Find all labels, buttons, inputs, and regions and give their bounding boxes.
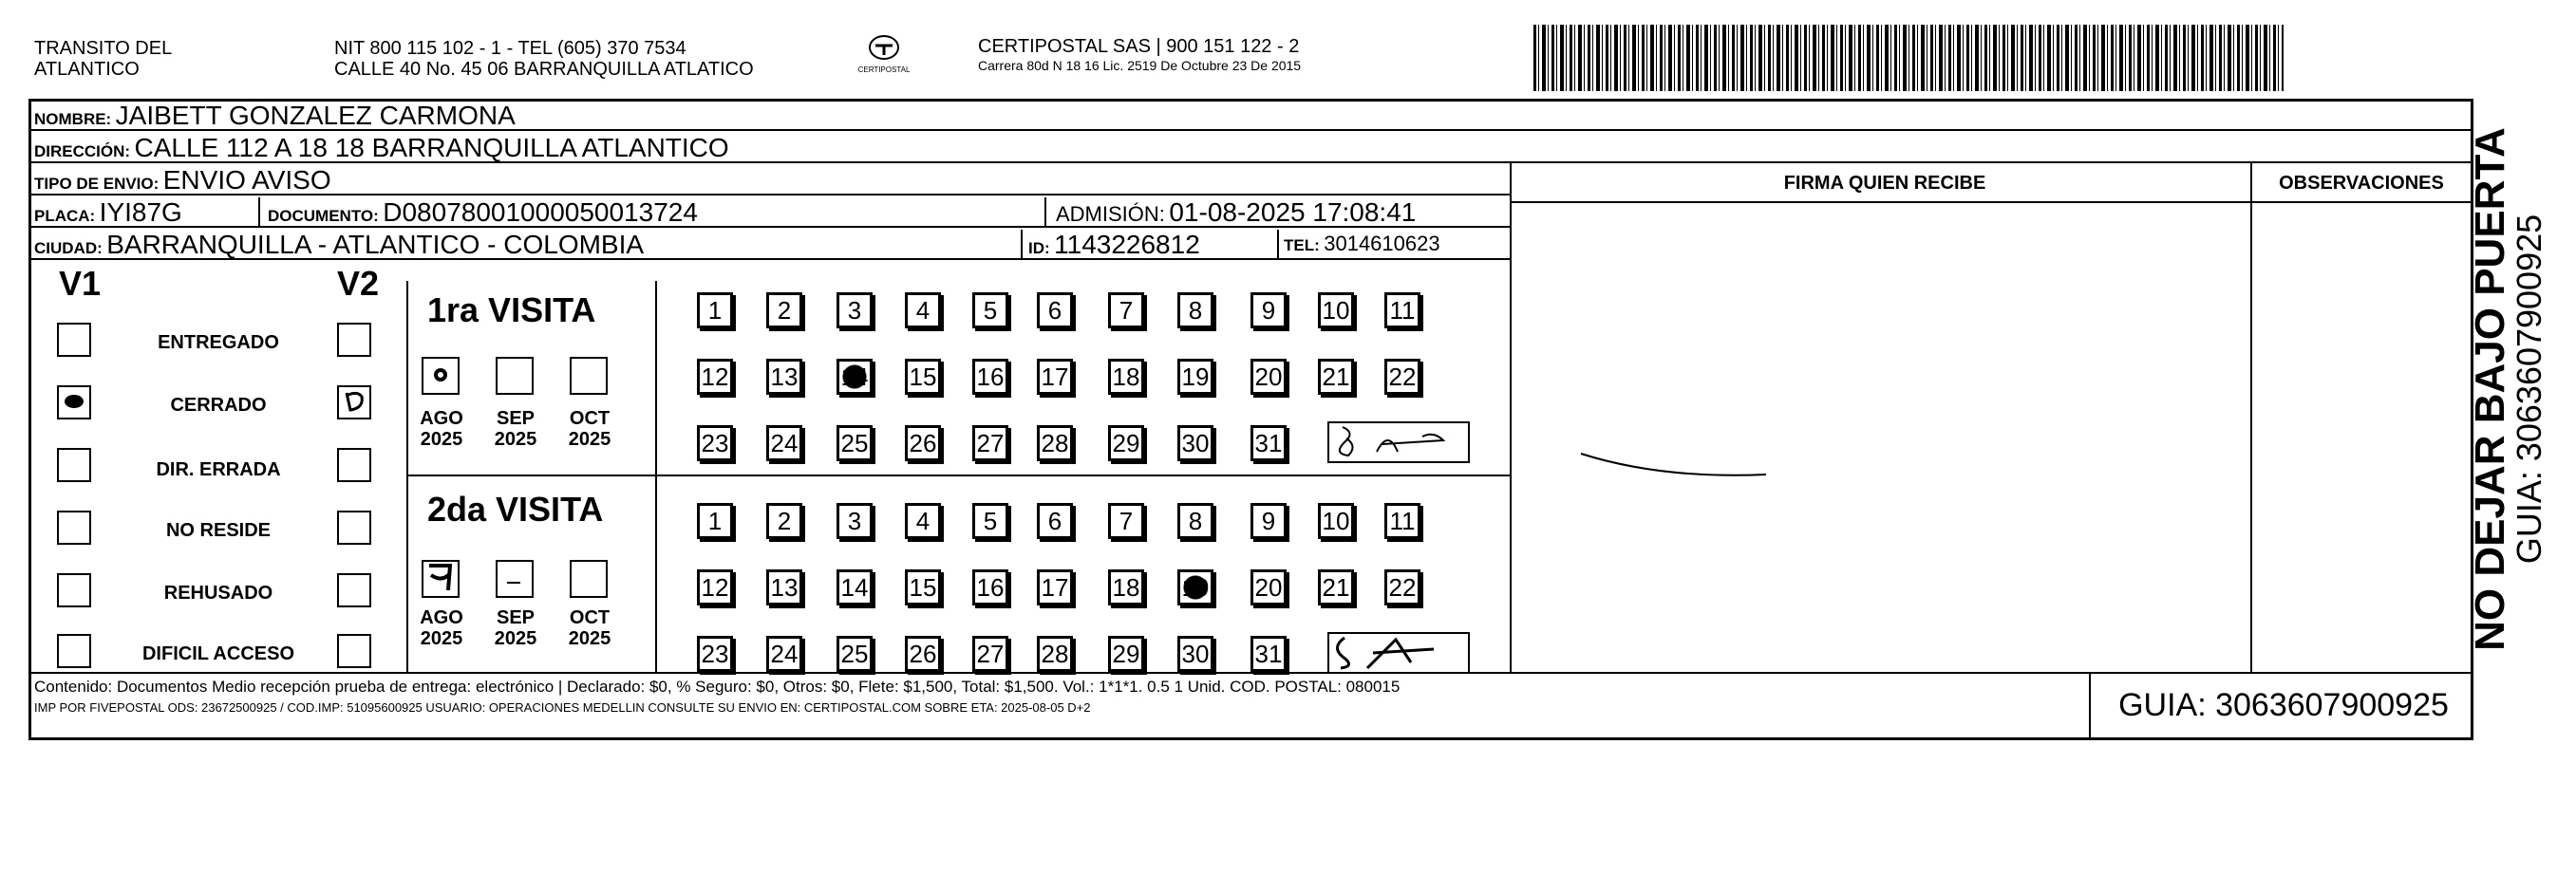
footer-guia: GUIA: 3063607900925 xyxy=(2118,687,2449,723)
first-visit-day-16[interactable]: 16 xyxy=(972,359,1008,395)
second-sep-box[interactable] xyxy=(496,560,534,598)
v1-label: V1 xyxy=(59,264,102,303)
first-visit-day-2[interactable]: 2 xyxy=(766,292,802,328)
divider xyxy=(406,475,1510,476)
second-visit-day-9[interactable]: 9 xyxy=(1250,503,1287,539)
year-label: 2025 xyxy=(494,628,537,649)
second-visit-day-16[interactable]: 16 xyxy=(972,569,1008,605)
divider xyxy=(1044,197,1046,228)
nit-block xyxy=(334,38,754,80)
first-visit-day-6[interactable]: 6 xyxy=(1037,292,1073,328)
second-visit-day-4[interactable]: 4 xyxy=(905,503,941,539)
second-month-oct: OCT 2025 xyxy=(556,607,623,649)
second-month-sep: SEP 2025 xyxy=(482,607,549,649)
year-label: 2025 xyxy=(568,429,611,450)
first-visit-day-5[interactable]: 5 xyxy=(972,292,1008,328)
documento-field xyxy=(268,197,698,228)
checkbox-mark xyxy=(434,368,447,382)
sender-block xyxy=(34,38,172,80)
signature-stroke xyxy=(1576,446,1785,484)
sender-line2: ATLANTICO xyxy=(34,59,140,80)
v2-dir-errada-checkbox[interactable] xyxy=(337,448,371,482)
logo-icon xyxy=(868,34,900,61)
divider xyxy=(1510,201,2473,203)
second-visit-day-22[interactable]: 22 xyxy=(1384,569,1420,605)
v1-rehusado-checkbox[interactable] xyxy=(57,573,91,607)
v1-dificil-acceso-checkbox[interactable] xyxy=(57,634,91,668)
second-visit-day-18[interactable]: 18 xyxy=(1108,569,1144,605)
placa-value: IYI87G xyxy=(99,197,182,227)
first-visit-day-31[interactable]: 31 xyxy=(1250,425,1287,461)
carrier-line1: CERTIPOSTAL SAS | 900 151 122 - 2 xyxy=(978,36,1300,57)
nit-line2: CALLE 40 No. 45 06 BARRANQUILLA ATLATICO xyxy=(334,59,754,80)
v1-cerrado-checkbox[interactable] xyxy=(57,385,91,419)
tel-value: 3014610623 xyxy=(1324,232,1440,255)
no-reside-label: NO RESIDE xyxy=(165,520,272,541)
first-visit-title: 1ra VISITA xyxy=(427,290,596,329)
first-visit-day-3[interactable]: 3 xyxy=(837,292,873,328)
side-vertical-text xyxy=(2467,123,2548,655)
barcode xyxy=(1533,25,2284,91)
sender-line1: TRANSITO DEL xyxy=(34,38,173,59)
divider xyxy=(2089,672,2091,740)
ciudad-value: BARRANQUILLA - ATLANTICO - COLOMBIA xyxy=(106,230,645,259)
second-visit-day-29[interactable]: 29 xyxy=(1108,636,1144,672)
tipo-value: ENVIO AVISO xyxy=(162,165,331,195)
second-visit-day-8[interactable]: 8 xyxy=(1177,503,1213,539)
v2-rehusado-checkbox[interactable] xyxy=(337,573,371,607)
second-visit-day-23[interactable]: 23 xyxy=(697,636,733,672)
first-month-sep: SEP 2025 xyxy=(482,408,549,450)
divider xyxy=(655,281,657,672)
first-visit-day-4[interactable]: 4 xyxy=(905,292,941,328)
dir-errada-label: DIR. ERRADA xyxy=(156,459,281,480)
second-visit-day-5[interactable]: 5 xyxy=(972,503,1008,539)
first-visit-day-27[interactable]: 27 xyxy=(972,425,1008,461)
second-visit-day-6[interactable]: 6 xyxy=(1037,503,1073,539)
first-month-oct: OCT 2025 xyxy=(556,408,623,450)
second-visit-day-31[interactable]: 31 xyxy=(1250,636,1287,672)
first-visit-day-23[interactable]: 23 xyxy=(697,425,733,461)
v1-dir-errada-checkbox[interactable] xyxy=(57,448,91,482)
first-visit-day-14[interactable]: 14 xyxy=(837,359,873,395)
first-visit-day-10[interactable]: 10 xyxy=(1318,292,1354,328)
first-visit-day-30[interactable]: 30 xyxy=(1177,425,1213,461)
direccion-row xyxy=(28,131,2473,163)
ciudad-label: CIUDAD: xyxy=(34,239,103,257)
certipostal-logo xyxy=(851,34,917,74)
tel-label: TEL: xyxy=(1284,236,1320,254)
second-visit-handwritten-initials xyxy=(1327,632,1470,674)
documento-value: D08078001000050013724 xyxy=(383,197,698,227)
tipo-row xyxy=(28,163,1510,195)
divider xyxy=(2250,163,2252,672)
id-label: ID: xyxy=(1028,239,1050,257)
footer-line2: IMP POR FIVEPOSTAL ODS: 23672500925 / COD.IMP: 51095600925 USUARIO: OPERACIONES MEDELLIN CONSULTE SU ENVIO EN: CERTIPOSTAL.COM SOBRE ETA: 2025-08-05 D+2 xyxy=(34,700,1091,715)
side-guia: GUIA: 3063607900925 xyxy=(2510,214,2548,565)
nombre-value: JAIBETT GONZALEZ CARMONA xyxy=(115,101,516,130)
second-visit-day-10[interactable]: 10 xyxy=(1318,503,1354,539)
first-visit-handwritten-initials xyxy=(1327,421,1470,463)
handwritten-check-mark xyxy=(339,387,369,418)
observaciones-header: OBSERVACIONES xyxy=(2279,173,2444,194)
year-label: 2025 xyxy=(420,429,463,450)
admision-label: ADMISIÓN: xyxy=(1056,202,1165,226)
direccion-label: DIRECCIÓN: xyxy=(34,142,131,160)
cerrado-label: CERRADO xyxy=(170,395,267,416)
second-visit-day-27[interactable]: 27 xyxy=(972,636,1008,672)
second-visit-day-28[interactable]: 28 xyxy=(1037,636,1073,672)
logo-text: CERTIPOSTAL xyxy=(857,65,911,74)
tel-field xyxy=(1284,232,1440,256)
second-visit-day-17[interactable]: 17 xyxy=(1037,569,1073,605)
first-visit-day-15[interactable]: 15 xyxy=(905,359,941,395)
second-visit-day-12[interactable]: 12 xyxy=(697,569,733,605)
second-visit-day-7[interactable]: 7 xyxy=(1108,503,1144,539)
v2-no-reside-checkbox[interactable] xyxy=(337,511,371,545)
first-visit-day-8[interactable]: 8 xyxy=(1177,292,1213,328)
second-visit-day-14[interactable]: 14 xyxy=(837,569,873,605)
second-visit-day-26[interactable]: 26 xyxy=(905,636,941,672)
first-visit-day-26[interactable]: 26 xyxy=(905,425,941,461)
first-visit-day-19[interactable]: 19 xyxy=(1177,359,1213,395)
v1-no-reside-checkbox[interactable] xyxy=(57,511,91,545)
first-visit-day-11[interactable]: 11 xyxy=(1384,292,1420,328)
first-visit-day-29[interactable]: 29 xyxy=(1108,425,1144,461)
divider xyxy=(258,197,260,228)
second-visit-day-30[interactable]: 30 xyxy=(1177,636,1213,672)
admision-value: 01-08-2025 17:08:41 xyxy=(1169,197,1417,227)
handwritten-check-mark xyxy=(498,562,532,596)
placa-label: PLACA: xyxy=(34,207,96,225)
first-ago-box[interactable] xyxy=(422,357,460,395)
v1-entregado-checkbox[interactable] xyxy=(57,323,91,357)
second-visit-title: 2da VISITA xyxy=(427,490,604,529)
second-visit-day-2[interactable]: 2 xyxy=(766,503,802,539)
v2-dificil-acceso-checkbox[interactable] xyxy=(337,634,371,668)
first-visit-day-24[interactable]: 24 xyxy=(766,425,802,461)
second-visit-day-15[interactable]: 15 xyxy=(905,569,941,605)
entregado-label: ENTREGADO xyxy=(158,332,279,353)
year-label: 2025 xyxy=(494,429,537,450)
divider xyxy=(1277,230,1279,260)
first-visit-day-13[interactable]: 13 xyxy=(766,359,802,395)
tipo-label: TIPO DE ENVIO: xyxy=(34,175,160,193)
divider xyxy=(1021,230,1023,260)
first-month-ago: AGO 2025 xyxy=(408,408,475,450)
id-value: 1143226812 xyxy=(1054,230,1200,259)
firma-header: FIRMA QUIEN RECIBE xyxy=(1783,173,1986,194)
second-visit-day-13[interactable]: 13 xyxy=(766,569,802,605)
rehusado-label: REHUSADO xyxy=(163,583,273,604)
second-visit-day-3[interactable]: 3 xyxy=(837,503,873,539)
first-visit-day-1[interactable]: 1 xyxy=(697,292,733,328)
admision-field xyxy=(1056,197,1416,228)
footer-content xyxy=(34,678,2076,715)
nombre-label: NOMBRE: xyxy=(34,110,112,128)
id-field xyxy=(1028,230,1200,260)
handwritten-check-mark xyxy=(423,562,458,596)
first-visit-day-21[interactable]: 21 xyxy=(1318,359,1354,395)
second-month-ago: AGO 2025 xyxy=(408,607,475,649)
first-sep-box[interactable] xyxy=(496,357,534,395)
first-oct-box[interactable] xyxy=(570,357,608,395)
year-label: 2025 xyxy=(420,628,463,649)
second-visit-day-1[interactable]: 1 xyxy=(697,503,733,539)
second-visit-day-24[interactable]: 24 xyxy=(766,636,802,672)
second-ago-box[interactable] xyxy=(422,560,460,598)
documento-label: DOCUMENTO: xyxy=(268,207,379,225)
carrier-block xyxy=(978,36,1301,74)
dificil-acceso-label: DIFICIL ACCESO xyxy=(141,643,294,664)
first-visit-day-28[interactable]: 28 xyxy=(1037,425,1073,461)
year-label: 2025 xyxy=(568,628,611,649)
footer-line1: Contenido: Documentos Medio recepción prueba de entrega: electrónico | Declarado: $0, % Seguro: $0, Otros: $0, Flete: $1,500, Total: $1,500. Vol.: 1*1*1. 0.5 1 Unid. COD. POSTAL: 080015 xyxy=(34,678,1401,696)
nombre-row xyxy=(28,99,2473,131)
v2-entregado-checkbox[interactable] xyxy=(337,323,371,357)
side-warning: NO DEJAR BAJO PUERTA xyxy=(2467,127,2513,651)
second-visit-day-11[interactable]: 11 xyxy=(1384,503,1420,539)
first-visit-day-17[interactable]: 17 xyxy=(1037,359,1073,395)
first-visit-day-20[interactable]: 20 xyxy=(1250,359,1287,395)
direccion-value: CALLE 112 A 18 18 BARRANQUILLA ATLANTICO xyxy=(134,133,729,162)
checkbox-mark xyxy=(65,395,84,408)
v2-label: V2 xyxy=(337,264,380,303)
second-visit-day-25[interactable]: 25 xyxy=(837,636,873,672)
first-visit-day-22[interactable]: 22 xyxy=(1384,359,1420,395)
v2-cerrado-checkbox[interactable] xyxy=(337,385,371,419)
second-oct-box[interactable] xyxy=(570,560,608,598)
first-visit-day-7[interactable]: 7 xyxy=(1108,292,1144,328)
carrier-line2: Carrera 80d N 18 16 Lic. 2519 De Octubre 23 De 2015 xyxy=(978,58,1302,73)
first-visit-day-9[interactable]: 9 xyxy=(1250,292,1287,328)
first-visit-day-25[interactable]: 25 xyxy=(837,425,873,461)
divider xyxy=(28,672,2473,674)
second-visit-day-19[interactable]: 19 xyxy=(1177,569,1213,605)
first-visit-day-18[interactable]: 18 xyxy=(1108,359,1144,395)
first-visit-day-12[interactable]: 12 xyxy=(697,359,733,395)
second-visit-day-20[interactable]: 20 xyxy=(1250,569,1287,605)
nit-line1: NIT 800 115 102 - 1 - TEL (605) 370 7534 xyxy=(334,38,686,59)
second-visit-day-21[interactable]: 21 xyxy=(1318,569,1354,605)
divider xyxy=(1510,163,1512,672)
